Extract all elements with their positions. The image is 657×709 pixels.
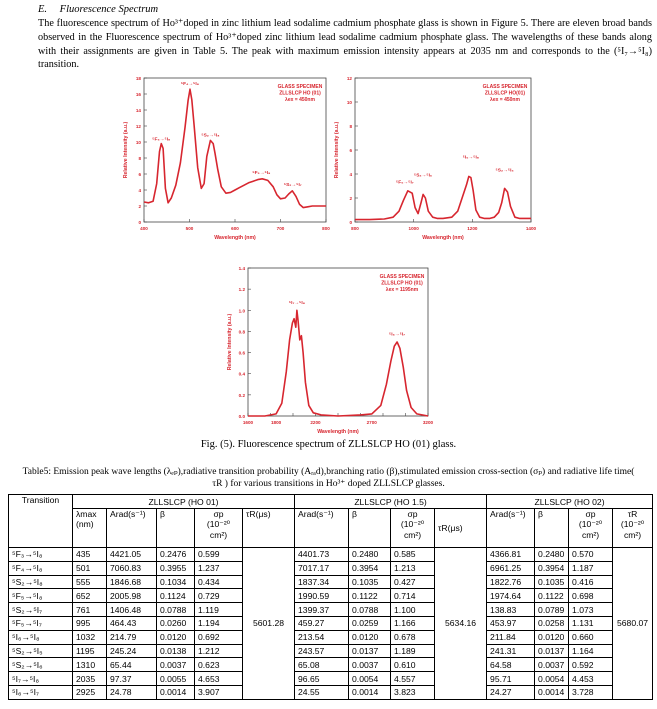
y-tick-label: 0.4 [238,371,245,377]
transition-cell: ⁵I₆→⁵I₇ [9,685,73,699]
value-cell: 0.0037 [349,658,391,672]
table-row [9,616,653,630]
y-axis-label: Relative Intensity (a.u.) [227,313,233,371]
value-cell: 6961.25 [487,561,535,575]
value-cell: 0.0137 [535,644,569,658]
value-cell: 1.237 [195,561,243,575]
y-tick-label: 18 [135,76,141,81]
value-cell: 2925 [73,685,107,699]
value-cell: 3.823 [391,685,435,699]
value-cell: 0.570 [569,548,613,562]
section-heading [38,4,158,15]
spectrum-line [144,89,326,207]
y-tick-label: 4 [349,172,352,177]
y-tick-label: 6 [349,148,352,153]
value-cell: 0.0014 [349,685,391,699]
transition-annotation: ⁵F₅→⁵I₈ [152,137,171,143]
value-cell: 0.599 [195,548,243,562]
transition-annotation: ⁵F₄→⁵I₈ [180,82,200,88]
value-cell: 761 [73,603,107,617]
value-cell: 0.0054 [535,672,569,686]
x-tick-label: 600 [231,226,239,231]
transition-annotation: ⁵S₂→⁵I₇ [283,183,302,188]
value-cell: 95.71 [487,672,535,686]
value-cell: 0.427 [391,575,435,589]
y-tick-label: 10 [135,140,141,145]
x-tick-label: 1200 [467,226,478,231]
value-cell: 243.57 [295,644,349,658]
value-cell: 2005.98 [107,589,157,603]
value-cell: 213.54 [295,630,349,644]
y-tick-label: 16 [135,92,141,97]
value-cell: 0.0037 [535,658,569,672]
value-cell: 24.78 [107,685,157,699]
table-row [9,658,653,672]
value-cell: 1.189 [391,644,435,658]
y-tick-label: 0 [349,220,352,225]
value-cell: 1846.68 [107,575,157,589]
y-tick-label: 8 [138,156,141,161]
x-tick-label: 3200 [422,420,434,425]
excitation-wavelength: λex = 1195nm [385,287,419,293]
value-cell: 214.79 [107,630,157,644]
y-tick-label: 4 [138,188,141,193]
section-title: Fluorescence Spectrum [59,4,159,15]
value-cell: 0.0788 [349,603,391,617]
value-cell: 0.3955 [157,561,195,575]
value-cell: 0.0258 [535,616,569,630]
value-cell: 1.187 [569,561,613,575]
value-cell: 1.164 [569,644,613,658]
specimen-name: ZLLSLCP HO (01) [279,90,321,97]
value-cell: 0.0054 [349,672,391,686]
transition-cell: ⁵S₂→⁵I₆ [9,658,73,672]
value-cell: 4.453 [569,672,613,686]
value-cell: 4366.81 [487,548,535,562]
value-cell: 0.2480 [535,548,569,562]
y-tick-label: 1.2 [238,287,245,293]
specimen-label: GLASS SPECIMEN [379,274,425,280]
value-cell: 0.714 [391,589,435,603]
spectrum-panel-3 [224,262,436,438]
value-cell: 0.1122 [349,589,391,603]
lifetime-cell: 5601.28 [243,548,295,700]
value-cell: 555 [73,575,107,589]
value-cell: 0.1035 [535,575,569,589]
value-cell: 0.660 [569,630,613,644]
y-tick-label: 12 [346,76,352,81]
col-beta-3: β [535,509,569,548]
lifetime-cell: 5634.16 [435,548,487,700]
table-body [9,548,653,700]
value-cell: 211.84 [487,630,535,644]
value-cell: 1399.37 [295,603,349,617]
transition-annotation: ⁵I₅→⁵I₈ [462,155,480,161]
value-cell: 1032 [73,630,107,644]
value-cell: 1990.59 [295,589,349,603]
transition-cell: ⁵I₇→⁵I₈ [9,672,73,686]
group-header-2: ZLLSLCP (HO 1.5) [295,495,487,509]
table-row [9,644,653,658]
value-cell: 245.24 [107,644,157,658]
transition-annotation: ⁵I₇→⁵I₈ [288,300,306,306]
value-cell: 0.0788 [157,603,195,617]
spectrum-chart-1 [118,74,334,244]
value-cell: 4.557 [391,672,435,686]
value-cell: 0.610 [391,658,435,672]
col-sigma-1: σp (10⁻²⁰ cm²) [195,509,243,548]
value-cell: 0.729 [195,589,243,603]
value-cell: 0.0137 [349,644,391,658]
x-tick-label: 700 [276,226,285,231]
y-axis-label: Relative Intensity (a.u.) [334,121,340,179]
table-row [9,603,653,617]
section-paragraph: The fluorescence spectrum of Ho³⁺doped in zinc lithium lead sodalime cadmium phosphate glass is shown in Figure 5. There are eleven broad bands observed in the Fluorescence spectrum of Ho³⁺doped zinc lithium lead sodalime cadmium phosphate glass. The wavelengths of these bands along with their assignments are given in Table 5. The peak with maximum emission intensity appears at 2035 nm and corresponds to the (⁵I₇→⁵I₈) transition. [38,18,652,71]
transition-cell: ⁵F₄→⁵I₈ [9,561,73,575]
value-cell: 0.0789 [535,603,569,617]
col-arad-3: Arad(s⁻¹) [487,509,535,548]
spectrum-chart-3 [224,262,436,438]
value-cell: 453.97 [487,616,535,630]
y-tick-label: 2 [349,196,352,201]
col-sigma-3: σp (10⁻²⁰ cm²) [569,509,613,548]
value-cell: 1.100 [391,603,435,617]
value-cell: 24.55 [295,685,349,699]
value-cell: 1837.34 [295,575,349,589]
value-cell: 241.31 [487,644,535,658]
y-tick-label: 8 [349,124,352,129]
value-cell: 0.623 [195,658,243,672]
col-tau-3: τR (10⁻²⁰ cm²) [613,509,653,548]
value-cell: 501 [73,561,107,575]
value-cell: 0.1034 [157,575,195,589]
value-cell: 0.2476 [157,548,195,562]
value-cell: 1.213 [391,561,435,575]
specimen-name: ZLLSLCP HO(01) [484,90,526,97]
value-cell: 0.0138 [157,644,195,658]
col-beta-1: β [157,509,195,548]
transition-cell: ⁵S₂→⁵I₇ [9,603,73,617]
value-cell: 4.653 [195,672,243,686]
value-cell: 64.58 [487,658,535,672]
value-cell: 1822.76 [487,575,535,589]
value-cell: 1.073 [569,603,613,617]
spectrum-panel-1 [118,74,334,244]
value-cell: 1.131 [569,616,613,630]
value-cell: 96.65 [295,672,349,686]
value-cell: 0.0014 [157,685,195,699]
value-cell: 0.0014 [535,685,569,699]
value-cell: 65.08 [295,658,349,672]
table-row [9,685,653,699]
lifetime-cell: 5680.07 [613,548,653,700]
y-tick-label: 0.6 [238,350,245,356]
col-sigma-2: σp (10⁻²⁰ cm²) [391,509,435,548]
value-cell: 0.0259 [349,616,391,630]
x-tick-label: 2200 [310,420,321,425]
y-tick-label: 0.8 [238,329,245,335]
spectrum-line [248,310,428,416]
y-tick-label: 14 [135,108,141,113]
figure-caption: Fig. (5). Fluorescence spectrum of ZLLSLCP HO (01) glass. [200,439,457,450]
value-cell: 0.1035 [349,575,391,589]
value-cell: 1195 [73,644,107,658]
col-beta-2: β [349,509,391,548]
table-row [9,630,653,644]
col-tau-1: τR(μs) [243,509,295,548]
value-cell: 2035 [73,672,107,686]
x-tick-label: 1800 [271,420,282,425]
transition-annotation: ⁵I₆→⁵I₇ [389,332,406,338]
value-cell: 0.0120 [157,630,195,644]
x-axis-label: Wavelength (nm) [317,429,359,435]
value-cell: 0.1124 [157,589,195,603]
value-cell: 0.0055 [157,672,195,686]
y-tick-label: 10 [346,100,352,105]
spectrum-chart-2 [333,74,539,244]
value-cell: 0.678 [391,630,435,644]
specimen-label: GLASS SPECIMEN [482,84,528,90]
value-cell: 24.27 [487,685,535,699]
value-cell: 652 [73,589,107,603]
x-tick-label: 1400 [525,226,537,231]
group-header-3: ZLLSLCP (HO 02) [487,495,653,509]
value-cell: 1.119 [195,603,243,617]
table-caption: Table5: Emission peak wave lengths (λₑₚ),radiative transition probability (Aᵣₐd),branching ratio (β),stimulated emission cross-section (σₚ) and radiative life time( τR ) for various transitions in Ho³⁺ doped ZLLSLCP glasses. [22,467,635,489]
value-cell: 0.0260 [157,616,195,630]
value-cell: 1.194 [195,616,243,630]
y-tick-label: 2 [138,204,141,209]
transition-header: Transition [9,495,73,548]
y-axis-label: Relative Intensity (a.u.) [123,121,129,179]
x-axis-label: Wavelength (nm) [422,235,464,241]
y-tick-label: 0 [138,220,141,225]
spectrum-panel-2 [333,74,539,244]
section-number: E. [38,4,48,15]
excitation-wavelength: λex = 450nm [490,97,520,103]
value-cell: 0.2480 [349,548,391,562]
value-cell: 0.3954 [349,561,391,575]
y-tick-label: 1.4 [238,266,245,271]
transition-annotation: ⁵S₂→⁵I₆ [413,173,433,179]
transition-cell: ⁵F₅→⁵I₇ [9,616,73,630]
transition-cell: ⁵F₅→⁵I₈ [9,589,73,603]
transition-cell: ⁵F₃→⁵I₈ [9,548,73,562]
value-cell: 4421.05 [107,548,157,562]
value-cell: 7017.17 [295,561,349,575]
value-cell: 435 [73,548,107,562]
value-cell: 0.0120 [349,630,391,644]
x-tick-label: 800 [322,226,330,231]
x-tick-label: 500 [185,226,194,231]
value-cell: 0.698 [569,589,613,603]
value-cell: 0.0037 [157,658,195,672]
value-cell: 1.212 [195,644,243,658]
value-cell: 995 [73,616,107,630]
value-cell: 1406.48 [107,603,157,617]
transition-cell: ⁵I₆→⁵I₈ [9,630,73,644]
col-arad-1: Arad(s⁻¹) [107,509,157,548]
value-cell: 7060.83 [107,561,157,575]
value-cell: 1.166 [391,616,435,630]
transition-annotation: ⁵S₂→⁵I₈ [201,133,220,139]
value-cell: 97.37 [107,672,157,686]
transition-cell: ⁵S₂→⁵I₈ [9,575,73,589]
y-tick-label: 0.2 [238,392,245,398]
y-tick-label: 6 [138,172,141,177]
col-lambda: λmax (nm) [73,509,107,548]
value-cell: 0.416 [569,575,613,589]
spectrum-line [355,176,531,219]
value-cell: 138.83 [487,603,535,617]
table-row [9,672,653,686]
value-cell: 65.44 [107,658,157,672]
y-tick-label: 12 [135,124,141,129]
group-header-1: ZLLSLCP (HO 01) [73,495,295,509]
x-axis-label: Wavelength (nm) [214,235,256,241]
transition-annotation: ⁵S₂→⁵I₅ [495,168,514,174]
col-arad-2: Arad(s⁻¹) [295,509,349,548]
transition-cell: ⁵S₂→⁵I₅ [9,644,73,658]
table-row [9,561,653,575]
x-tick-label: 800 [351,226,359,231]
value-cell: 464.43 [107,616,157,630]
value-cell: 3.907 [195,685,243,699]
value-cell: 0.1122 [535,589,569,603]
value-cell: 1974.64 [487,589,535,603]
value-cell: 459.27 [295,616,349,630]
table-row [9,589,653,603]
value-cell: 0.585 [391,548,435,562]
value-cell: 0.0120 [535,630,569,644]
table-row [9,548,653,562]
y-tick-label: 1.0 [238,308,245,314]
transition-annotation: ⁵F₅→⁵I₇ [396,180,414,186]
excitation-wavelength: λex = 450nm [285,97,315,103]
transition-annotation: ⁵F₅→⁵I₈ [252,171,271,176]
value-cell: 0.592 [569,658,613,672]
x-tick-label: 2700 [366,420,377,425]
x-tick-label: 1000 [408,226,419,231]
emission-table [8,494,653,700]
value-cell: 4401.73 [295,548,349,562]
table-row [9,575,653,589]
x-tick-label: 400 [140,226,148,231]
specimen-label: GLASS SPECIMEN [277,84,323,90]
specimen-name: ZLLSLCP HO (01) [381,280,423,287]
value-cell: 0.434 [195,575,243,589]
y-tick-label: 0.0 [238,414,245,419]
value-cell: 0.692 [195,630,243,644]
value-cell: 1310 [73,658,107,672]
value-cell: 3.728 [569,685,613,699]
value-cell: 0.3954 [535,561,569,575]
col-tau-2: τR(μs) [435,509,487,548]
x-tick-label: 1600 [242,420,254,425]
